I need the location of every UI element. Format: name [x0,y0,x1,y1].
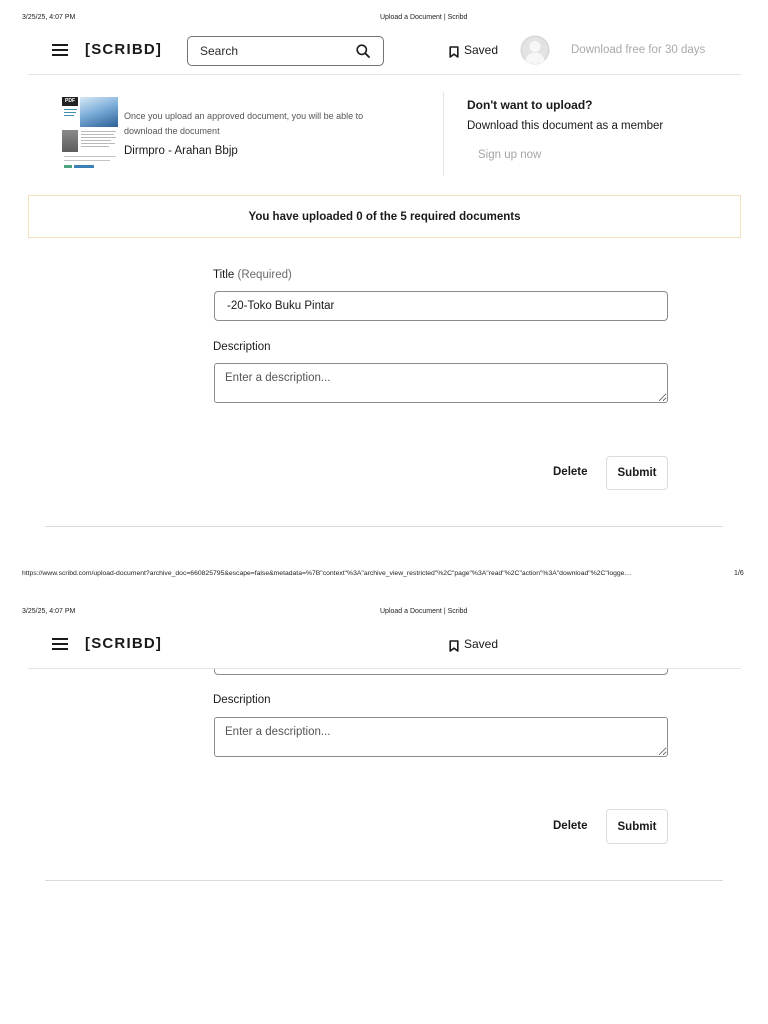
thumbnail-text-line [81,140,111,141]
description-textarea[interactable] [214,363,668,403]
saved-label[interactable]: Saved [464,43,499,57]
menu-icon-bar [52,44,68,46]
document-title[interactable]: Dirmpro - Arahan Bbjp [124,145,238,157]
required-note: (Required) [237,269,292,281]
download-free-trial-button[interactable]: Download free for 30 days [571,44,706,56]
thumbnail-text-line [64,112,76,113]
saved-label[interactable]: Saved [464,637,499,651]
member-offer-text: Download this document as a member [467,120,664,132]
header-divider [28,74,741,75]
title-input[interactable] [214,291,668,321]
thumbnail-text-line [81,143,115,144]
thumbnail-text-line [64,115,74,116]
menu-icon-bar [52,54,68,56]
form-divider [45,526,723,527]
user-avatar-icon[interactable] [520,35,550,65]
thumbnail-text-line [81,137,116,138]
title-input[interactable] [214,669,668,675]
sign-up-link[interactable]: Sign up now [478,149,542,161]
bookmark-icon-graphic [449,46,459,58]
menu-icon-bar [52,638,68,640]
member-offer-heading: Don't want to upload? [467,98,593,112]
thumbnail-text-line [64,160,110,161]
scribd-logo[interactable]: [SCRIBD] [85,41,163,58]
print-url: https://www.scribd.com/upload-document?archive_doc=660825795&escape=false&metadata=%7B"context"%3A"archive_view_restricted"%2C"page"%3A"read"%2C"action"%3A"download"%2C"logge… [22,570,632,577]
menu-icon[interactable] [52,638,68,650]
upload-status-banner [28,195,741,238]
print-page-title: Upload a Document | Scribd [380,608,468,615]
card-divider [443,92,444,176]
thumbnail-footer-mark [64,165,72,168]
bookmark-icon [449,45,459,57]
thumbnail-text-line [81,146,109,147]
bookmark-icon-graphic [449,640,459,652]
submit-button[interactable]: Submit [606,456,668,490]
menu-icon-bar [52,643,68,645]
print-datetime: 3/25/25, 4:07 PM [22,14,76,21]
thumbnail-text-line [64,109,77,110]
description-label: Description [213,694,271,706]
submit-button[interactable]: Submit [606,809,668,844]
bookmark-icon [449,639,459,651]
search-icon[interactable] [356,44,370,58]
search-box[interactable] [187,36,384,66]
upload-note: Once you upload an approved document, you will be able to download the document [124,111,364,136]
menu-icon-bar [52,49,68,51]
form-divider [45,880,723,881]
print-page-number: 1/6 [734,570,744,577]
print-page-title: Upload a Document | Scribd [380,14,468,21]
thumbnail-cover-image [80,97,118,127]
menu-icon[interactable] [52,44,68,56]
thumbnail-text-line [81,134,114,135]
avatar-graphic [520,35,550,65]
search-input[interactable] [200,37,348,65]
menu-icon-bar [52,648,68,650]
pdf-badge: PDF [62,97,78,106]
print-datetime: 3/25/25, 4:07 PM [22,608,76,615]
title-field-label [213,267,292,283]
delete-button[interactable]: Delete [553,820,588,832]
description-label: Description [213,341,271,353]
page-2-content [0,669,768,1024]
thumbnail-photo [62,130,78,152]
thumbnail-footer-mark [74,165,94,168]
description-textarea[interactable] [214,717,668,757]
thumbnail-text-line [64,156,116,157]
upload-status-message: You have uploaded 0 of the 5 required documents [248,210,521,223]
document-thumbnail [62,97,118,172]
search-icon-graphic [356,44,370,58]
scribd-logo[interactable]: [SCRIBD] [85,635,163,652]
delete-button[interactable]: Delete [553,466,588,478]
thumbnail-text-line [81,131,116,132]
title-label: Title [213,269,235,281]
